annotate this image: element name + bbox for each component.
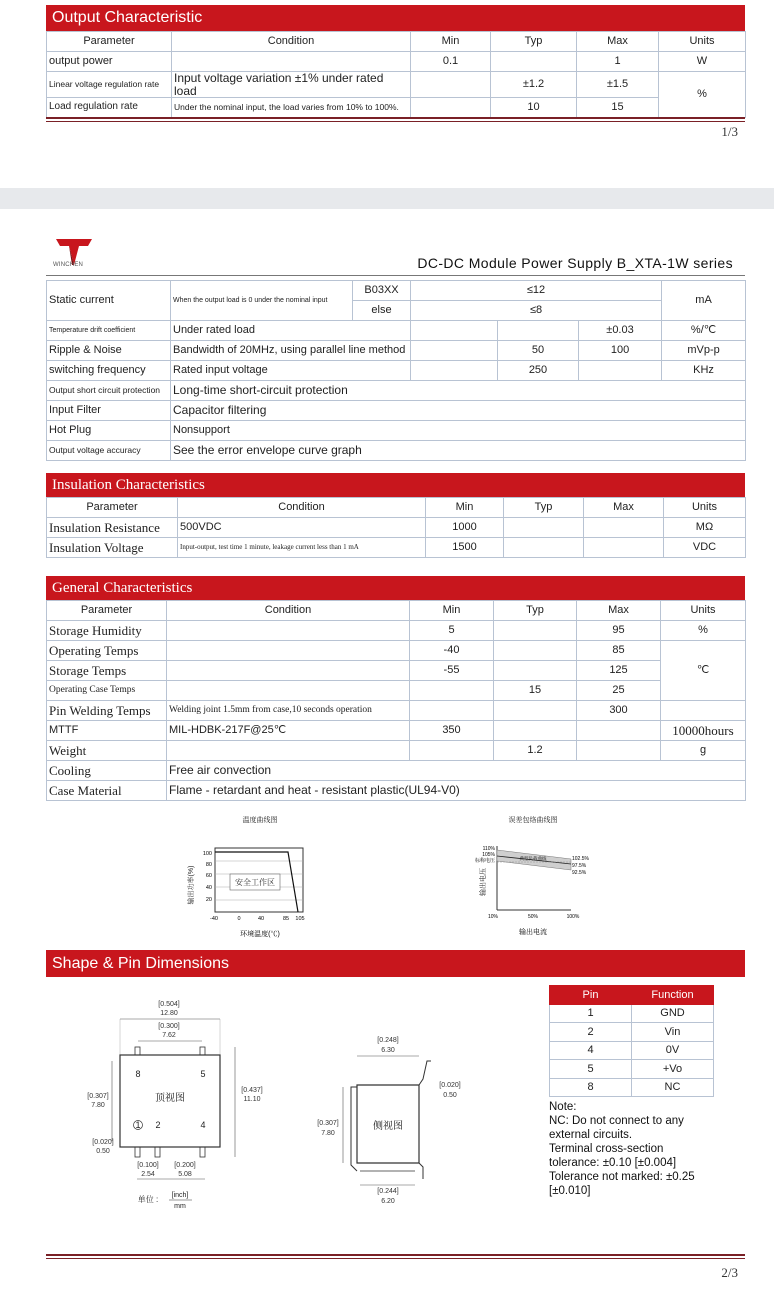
pin-label: 5	[200, 1069, 206, 1079]
x-axis-label: 输出电流	[519, 929, 547, 936]
pin-stub	[200, 1047, 205, 1055]
max-cell: 100	[579, 341, 662, 361]
table-row	[47, 701, 746, 721]
x-tick-label: 10%	[487, 914, 499, 920]
typ-cell: 15	[494, 681, 577, 701]
max-cell: 300	[577, 701, 661, 721]
function-cell: NC	[632, 1078, 714, 1097]
general-table	[46, 600, 746, 801]
typ-cell	[494, 701, 577, 721]
cond-cell	[172, 52, 411, 72]
unit-cell: VDC	[664, 538, 746, 558]
table-row	[47, 721, 746, 741]
output-characteristic-table	[46, 31, 746, 118]
pin-label: 4	[200, 1120, 206, 1130]
dim-label: [0.504]	[158, 1001, 180, 1008]
model-cell: else	[353, 301, 411, 321]
header-cell: Max	[577, 601, 661, 621]
dim-label: [0.300]	[158, 1023, 180, 1030]
header-cell: Parameter	[47, 32, 172, 52]
typ-cell	[494, 641, 577, 661]
table-row	[47, 781, 746, 801]
dim-label: 11.10	[243, 1096, 261, 1103]
typ-cell	[504, 538, 584, 558]
typ-cell	[498, 321, 579, 341]
function-cell: +Vo	[632, 1060, 714, 1079]
right-label: 92.5%	[572, 870, 587, 876]
unit-cell: mVp-p	[662, 341, 746, 361]
param-cell: Weight	[47, 741, 167, 761]
param-cell: Case Material	[47, 781, 167, 801]
x-tick-label: 105	[295, 916, 305, 922]
table-row	[47, 98, 746, 118]
param-cell: Insulation Resistance	[47, 518, 178, 538]
shape-header	[46, 950, 745, 977]
output-characteristic-header	[46, 5, 745, 31]
y-tick-label: 105%	[482, 852, 495, 858]
param-cell: Load regulation rate	[47, 98, 172, 118]
table-row	[47, 661, 746, 681]
cond-cell: Nonsupport	[171, 421, 746, 441]
header-cell: Units	[664, 498, 746, 518]
unit-cell: MΩ	[664, 518, 746, 538]
max-cell: 125	[577, 661, 661, 681]
unit-cell: W	[659, 52, 746, 72]
y-tick-label: 40	[205, 885, 212, 891]
table-row	[550, 1078, 714, 1097]
header-cell: Min	[410, 601, 494, 621]
dim-label: [0.200]	[174, 1162, 196, 1169]
max-cell	[577, 741, 661, 761]
header-rule	[46, 275, 745, 276]
cond-cell: Capacitor filtering	[171, 401, 746, 421]
footer-rule	[46, 117, 745, 122]
min-cell	[410, 701, 494, 721]
side-view-drawing	[305, 1025, 480, 1215]
pin-cell: 2	[550, 1023, 632, 1042]
table-row	[47, 381, 746, 401]
footer-rule	[46, 1254, 745, 1259]
typ-cell	[504, 518, 584, 538]
table-row	[47, 741, 746, 761]
safe-area-label: 安全工作区	[235, 878, 275, 887]
section-title: Shape & Pin Dimensions	[52, 955, 229, 972]
param-cell: switching frequency	[47, 361, 171, 381]
dim-label: [0.437]	[241, 1087, 263, 1094]
general-header	[46, 576, 745, 600]
pin-cell: 8	[550, 1078, 632, 1097]
cond-cell: Bandwidth of 20MHz, using parallel line method	[171, 341, 411, 361]
function-cell: Vin	[632, 1023, 714, 1042]
min-cell: 5	[410, 621, 494, 641]
header-cell: Units	[661, 601, 746, 621]
table-header-row	[550, 986, 714, 1005]
pin-stub	[200, 1147, 205, 1157]
dim-label: 7.80	[321, 1130, 335, 1137]
min-cell	[411, 72, 491, 98]
table-row	[47, 341, 746, 361]
typ-cell	[494, 661, 577, 681]
pin-stub	[135, 1147, 140, 1157]
note-line: Note:	[549, 1101, 577, 1113]
top-view-label: 顶视图	[155, 1093, 185, 1104]
table-row	[47, 72, 746, 98]
cond-cell: Rated input voltage	[171, 361, 411, 381]
unit-cell: KHz	[662, 361, 746, 381]
min-cell	[411, 341, 498, 361]
pin-stub	[155, 1147, 160, 1157]
cond-cell	[167, 661, 410, 681]
pin-stub	[135, 1047, 140, 1055]
table-row	[550, 1004, 714, 1023]
x-tick-label: 50%	[527, 914, 539, 920]
section-title: Output Characteristic	[52, 9, 203, 26]
cond-cell: Under rated load	[171, 321, 411, 341]
unit-cell: g	[661, 741, 746, 761]
note-line: Terminal cross-section tolerance: ±0.10 [±0.004]	[549, 1143, 677, 1169]
max-cell: 85	[577, 641, 661, 661]
typ-cell: 50	[498, 341, 579, 361]
max-cell: 95	[577, 621, 661, 641]
cond-cell	[167, 741, 410, 761]
cond-cell	[167, 621, 410, 641]
value-cell: ≤8	[411, 301, 662, 321]
header-cell: Typ	[504, 498, 584, 518]
param-cell: Storage Temps	[47, 661, 167, 681]
y-tick-label: 20	[205, 897, 212, 903]
min-cell	[410, 681, 494, 701]
max-cell	[579, 361, 662, 381]
cond-cell: Input voltage variation ±1% under rated load	[172, 72, 411, 98]
header-cell: Max	[577, 32, 659, 52]
pin-lead-left	[351, 1087, 357, 1171]
page-number: 1/3	[721, 124, 738, 139]
y-tick-label: 标称电压	[474, 858, 495, 864]
min-cell	[411, 321, 498, 341]
insulation-header	[46, 473, 745, 497]
param-cell: Output short circuit protection	[47, 381, 171, 401]
header-cell: Typ	[494, 601, 577, 621]
max-cell	[584, 538, 664, 558]
cond-cell: Welding joint 1.5mm from case,10 seconds operation	[167, 701, 410, 721]
page-number: 2/3	[721, 1265, 738, 1280]
y-tick-label: 60	[205, 873, 212, 879]
cond-cell: When the output load is 0 under the nominal input	[171, 281, 353, 321]
header-cell: Pin	[550, 986, 632, 1005]
dim-label: 6.30	[381, 1047, 395, 1054]
dim-label: 6.20	[381, 1198, 395, 1205]
table-row	[47, 621, 746, 641]
table-row	[47, 761, 746, 781]
input-misc-table	[46, 280, 746, 461]
param-cell: Linear voltage regulation rate	[47, 72, 172, 98]
cond-cell: Long-time short-circuit protection	[171, 381, 746, 401]
cond-cell: 500VDC	[178, 518, 426, 538]
header-cell: Condition	[178, 498, 426, 518]
table-row	[47, 321, 746, 341]
table-header-row	[47, 601, 746, 621]
insulation-table	[46, 497, 746, 558]
function-cell: GND	[632, 1004, 714, 1023]
curve-label: 典型负载曲线	[519, 856, 547, 861]
y-axis-label: 输出电压	[480, 868, 487, 896]
pin-lead-right	[419, 1061, 431, 1179]
x-axis-label: 环境温度(℃)	[240, 931, 280, 938]
pin-function-table	[549, 985, 714, 1097]
y-tick-label: 100	[202, 851, 212, 857]
dim-label: 0.50	[96, 1148, 110, 1155]
header-cell: Min	[426, 498, 504, 518]
model-cell: B03XX	[353, 281, 411, 301]
table-row	[47, 441, 746, 461]
pin-cell: 1	[550, 1004, 632, 1023]
param-cell: Storage Humidity	[47, 621, 167, 641]
param-cell: Operating Temps	[47, 641, 167, 661]
cond-cell: Input-output, test time 1 minute, leakage current less than 1 mA	[178, 538, 426, 558]
table-row	[47, 421, 746, 441]
max-cell	[584, 518, 664, 538]
table-row	[47, 518, 746, 538]
param-cell: Pin Welding Temps	[47, 701, 167, 721]
dim-label: [0.248]	[377, 1037, 399, 1044]
table-row	[550, 1060, 714, 1079]
param-cell: MTTF	[47, 721, 167, 741]
unit-cell: mA	[662, 281, 746, 321]
pin-label: 1	[135, 1120, 141, 1130]
header-cell: Units	[659, 32, 746, 52]
table-row	[47, 681, 746, 701]
cond-cell: Free air convection	[167, 761, 746, 781]
table-row	[47, 361, 746, 381]
derating-chart	[180, 810, 330, 945]
table-header-row	[47, 32, 746, 52]
dim-label: 0.50	[443, 1092, 457, 1099]
typ-cell: 1.2	[494, 741, 577, 761]
page-1	[0, 0, 774, 188]
side-view-label: 侧视图	[373, 1121, 403, 1132]
max-cell: 15	[577, 98, 659, 118]
dim-label: [0.020]	[92, 1139, 114, 1146]
y-tick-label: 110%	[482, 846, 495, 852]
page-gap	[0, 188, 774, 209]
param-cell: Insulation Voltage	[47, 538, 178, 558]
right-label: 97.5%	[572, 863, 587, 869]
dim-label: 5.08	[178, 1171, 192, 1178]
dim-label: 2.54	[141, 1171, 155, 1178]
unit-label: 单位 :	[137, 1195, 159, 1204]
unit-cell: 10000hours	[661, 721, 746, 741]
pin-cell: 4	[550, 1041, 632, 1060]
typ-cell: 10	[491, 98, 577, 118]
header-cell: Parameter	[47, 498, 178, 518]
min-cell: -40	[410, 641, 494, 661]
typ-cell	[491, 52, 577, 72]
y-tick-label: 80	[205, 862, 212, 868]
logo-text: WINCHEN	[53, 262, 84, 268]
x-tick-label: 85	[282, 916, 290, 922]
dim-label: 12.80	[160, 1010, 178, 1017]
pin-label: 2	[155, 1120, 161, 1130]
min-cell: 0.1	[411, 52, 491, 72]
unit-cell: %	[659, 72, 746, 118]
pin-cell: 5	[550, 1060, 632, 1079]
param-cell: Hot Plug	[47, 421, 171, 441]
note-line: NC: Do not connect to any external circuits.	[549, 1115, 684, 1141]
x-tick-label: 0	[237, 916, 241, 922]
max-cell: ±0.03	[579, 321, 662, 341]
dim-label: [0.307]	[87, 1093, 109, 1100]
cond-cell: See the error envelope curve graph	[171, 441, 746, 461]
table-row	[550, 1023, 714, 1042]
min-cell: 1500	[426, 538, 504, 558]
min-cell: 1000	[426, 518, 504, 538]
param-cell: Temperature drift coefficient	[47, 321, 171, 341]
header-cell: Parameter	[47, 601, 167, 621]
min-cell	[410, 741, 494, 761]
chart-title: 温度曲线图	[242, 817, 278, 824]
table-row	[47, 52, 746, 72]
unit-inch: [inch]	[171, 1192, 189, 1199]
param-cell: Operating Case Temps	[47, 681, 167, 701]
dim-label: [0.307]	[317, 1120, 339, 1127]
note-line: Tolerance not marked: ±0.25 [±0.010]	[549, 1171, 695, 1197]
table-row	[47, 281, 746, 301]
table-row	[47, 641, 746, 661]
value-cell: ≤12	[411, 281, 662, 301]
max-cell	[577, 721, 661, 741]
unit-cell: %/℃	[662, 321, 746, 341]
cond-cell: Flame - retardant and heat - resistant plastic(UL94-V0)	[167, 781, 746, 801]
max-cell: 1	[577, 52, 659, 72]
error-envelope-chart	[465, 810, 615, 945]
typ-cell: 250	[498, 361, 579, 381]
x-tick-label: 100%	[566, 914, 580, 920]
param-cell: Input Filter	[47, 401, 171, 421]
top-view-drawing	[80, 995, 280, 1215]
typ-cell	[494, 621, 577, 641]
param-cell: Ripple & Noise	[47, 341, 171, 361]
param-cell: Static current	[47, 281, 171, 321]
section-title: General Characteristics	[52, 580, 193, 596]
dim-label: [0.100]	[137, 1162, 159, 1169]
header-cell: Condition	[167, 601, 410, 621]
table-row	[550, 1041, 714, 1060]
dim-label: [0.244]	[377, 1188, 399, 1195]
dim-label: [0.020]	[439, 1082, 461, 1089]
min-cell	[411, 98, 491, 118]
cond-cell: MIL-HDBK-217F@25℃	[167, 721, 410, 741]
cond-cell	[167, 641, 410, 661]
typ-cell	[494, 721, 577, 741]
min-cell: -55	[410, 661, 494, 681]
header-cell: Min	[411, 32, 491, 52]
unit-cell: %	[661, 621, 746, 641]
param-cell: output power	[47, 52, 172, 72]
typ-cell: ±1.2	[491, 72, 577, 98]
series-title: DC-DC Module Power Supply B_XTA-1W series	[417, 255, 733, 271]
min-cell: 350	[410, 721, 494, 741]
max-cell: 25	[577, 681, 661, 701]
x-tick-label: -40	[210, 916, 218, 922]
dim-label: 7.80	[91, 1102, 105, 1109]
max-cell: ±1.5	[577, 72, 659, 98]
unit-mm: mm	[174, 1203, 186, 1210]
y-axis-label: 输出功率(%)	[188, 865, 195, 905]
table-header-row	[47, 498, 746, 518]
cond-cell: Under the nominal input, the load varies from 10% to 100%.	[172, 98, 411, 118]
pin-label: 8	[135, 1069, 141, 1079]
dim-label: 7.62	[162, 1032, 176, 1039]
min-cell	[411, 361, 498, 381]
table-row	[47, 401, 746, 421]
right-label: 102.5%	[572, 856, 589, 862]
unit-cell	[661, 701, 746, 721]
chart-title: 误差包络曲线图	[508, 817, 558, 824]
dimension-notes	[549, 1100, 699, 1198]
x-tick-label: 40	[257, 916, 265, 922]
section-title: Insulation Characteristics	[52, 477, 205, 493]
header-cell: Typ	[491, 32, 577, 52]
param-cell: Output voltage accuracy	[47, 441, 171, 461]
header-cell: Function	[632, 986, 714, 1005]
cond-cell	[167, 681, 410, 701]
param-cell: Cooling	[47, 761, 167, 781]
function-cell: 0V	[632, 1041, 714, 1060]
table-row	[47, 538, 746, 558]
unit-cell: ℃	[661, 641, 746, 701]
header-cell: Max	[584, 498, 664, 518]
header-cell: Condition	[172, 32, 411, 52]
